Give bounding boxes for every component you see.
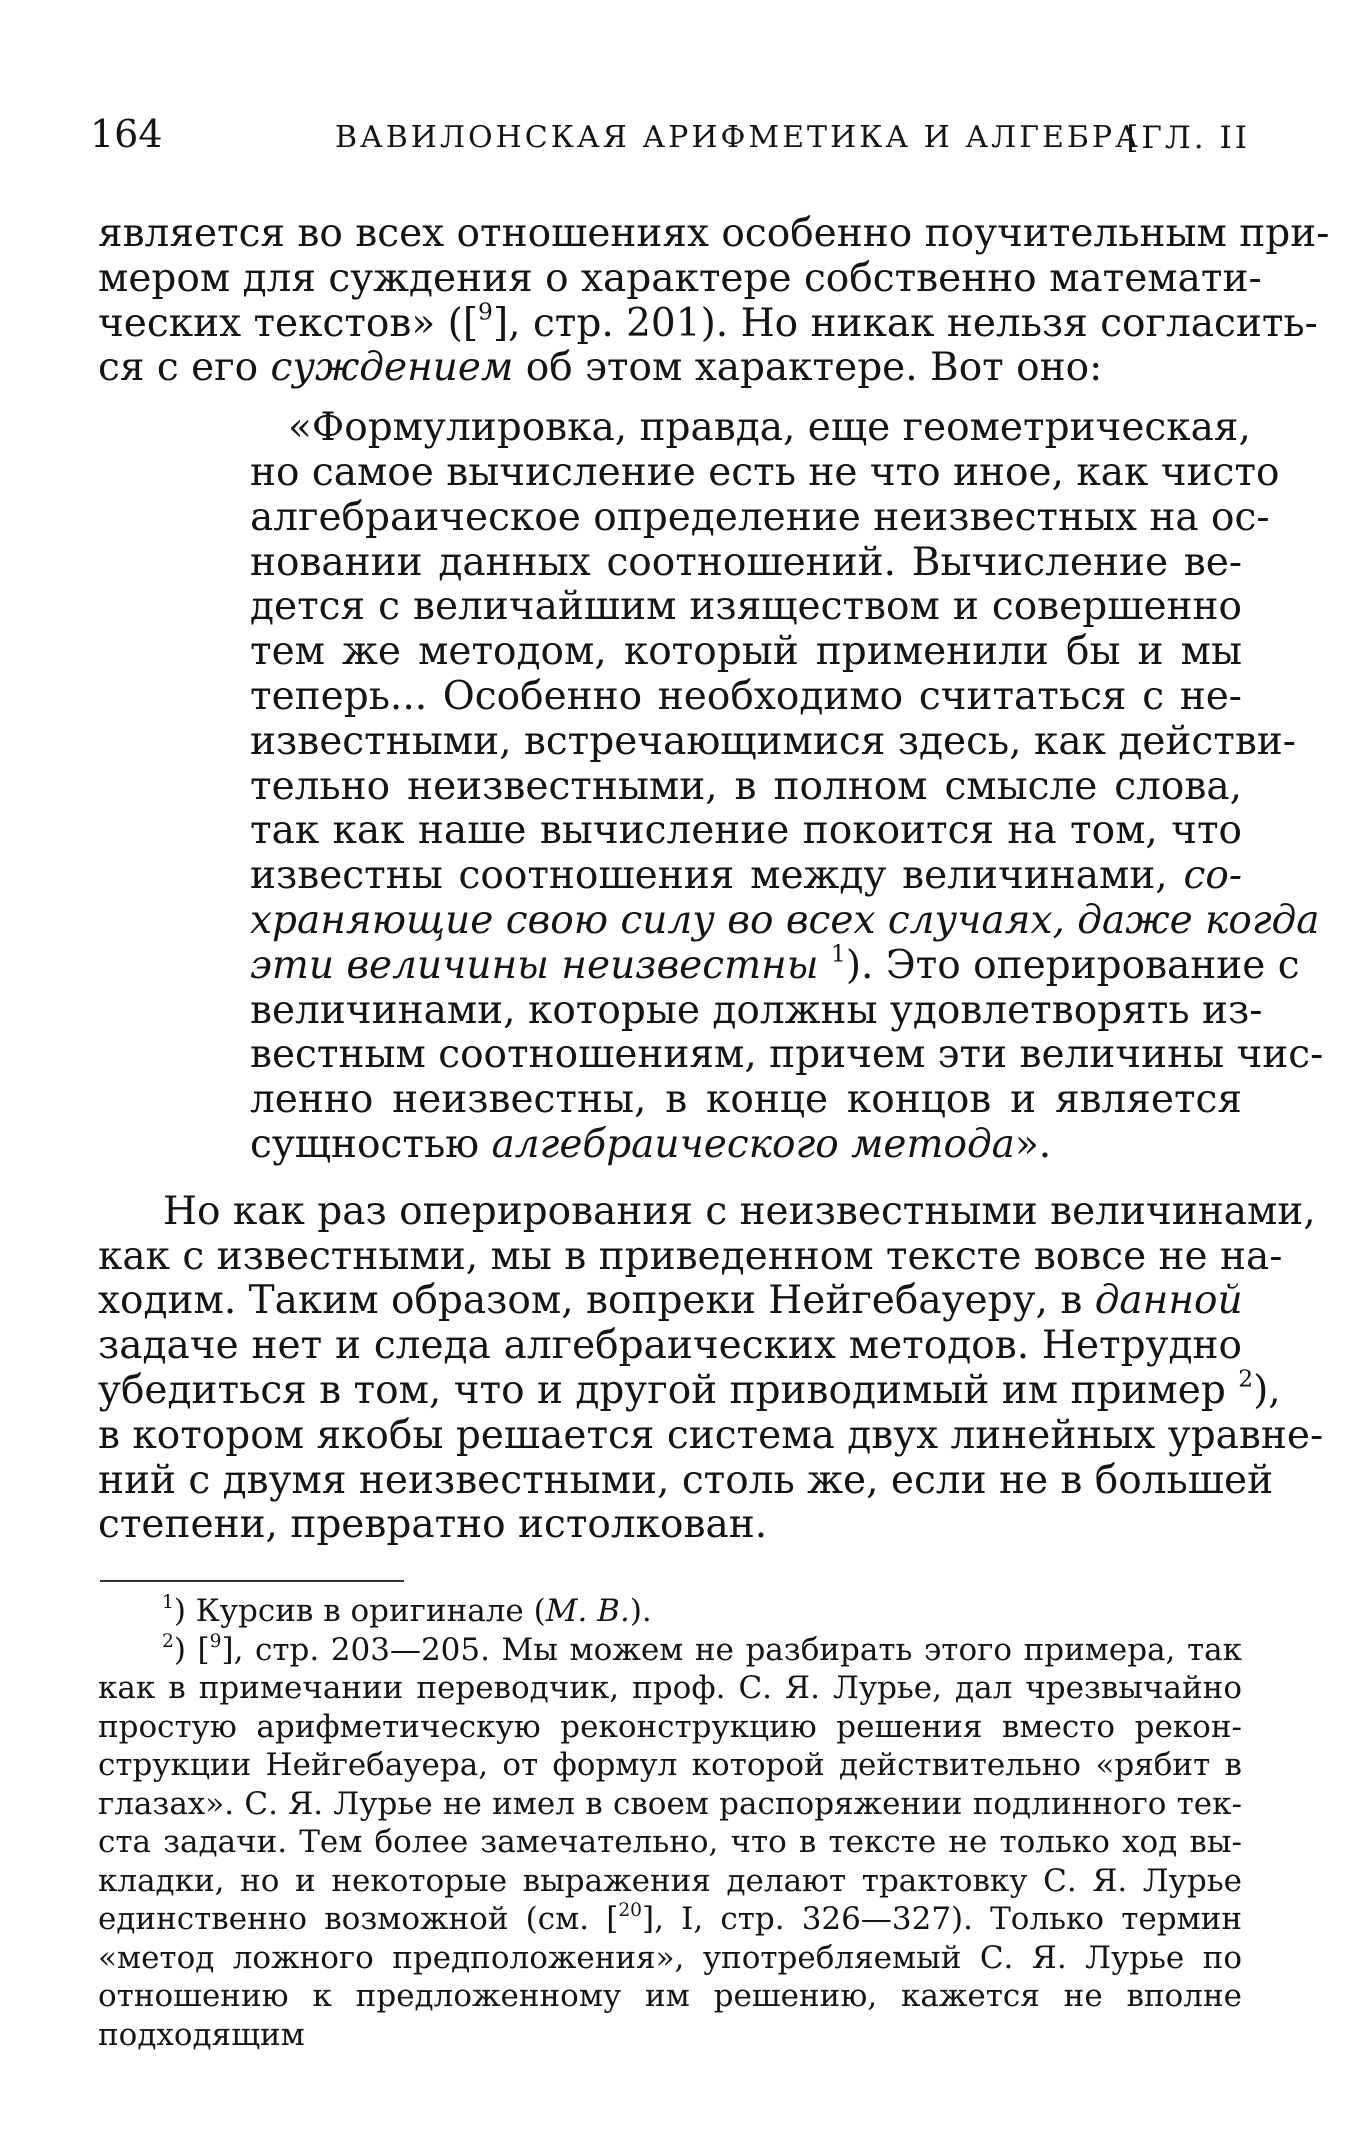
- text-line: ходим. Таким образом, вопреки Нейгебауеру, в данной: [98, 1278, 1243, 1324]
- block-quote: [250, 405, 1324, 1168]
- paragraph-2: [98, 1188, 1324, 1548]
- page-number: 164: [90, 112, 163, 156]
- text-line: является во всех отношениях особенно поучительным при-: [98, 211, 1330, 256]
- paragraph-1: [98, 211, 1330, 391]
- chapter-label: [ГЛ. II: [1126, 120, 1250, 156]
- footnote-2-line: струкции Нейгебауера, от формул которой действительно «рябит в: [98, 1747, 1242, 1783]
- italic-emphasis: храняющие свою силу во всех случаях, даже когда: [250, 897, 1320, 943]
- page-header: [90, 112, 1250, 172]
- footnote-2-line: глазах». С. Я. Лурье не имел в своем распоряжении подлинного тек-: [98, 1785, 1242, 1822]
- quote-line: эти величины неизвестны $^1$). Это оперирование с: [250, 939, 1300, 988]
- italic-emphasis: суждением: [270, 345, 514, 391]
- text-line: задаче нет и следа алгебраических методов. Нетрудно: [98, 1323, 1242, 1369]
- quote-line: дется с величайшим изяществом и совершенно: [250, 584, 1242, 630]
- quote-line: [250, 897, 1320, 944]
- quote-line: тем же методом, который применили бы и мы: [250, 629, 1242, 675]
- quote-line: алгебраическое определение неизвестных на ос-: [250, 494, 1270, 540]
- text-line: степени, превратно истолкован.: [98, 1502, 768, 1548]
- text-line: мером для суждения о характере собственно математи-: [98, 255, 1262, 301]
- quote-line: но самое вычисление есть не что иное, как чисто: [250, 449, 1280, 495]
- quote-line: ленно неизвестны, в конце концов и является: [250, 1077, 1242, 1123]
- quote-line: вестным соотношениям, причем эти величины чис-: [250, 1032, 1324, 1078]
- footnote-2-line: ста задачи. Тем более замечательно, что в тексте не только ход вы-: [98, 1824, 1242, 1860]
- quote-line: тельно неизвестными, в полном смысле слова,: [250, 763, 1242, 809]
- text-line: Но как раз оперирования с неизвестными величинами,: [163, 1188, 1316, 1234]
- italic-emphasis: со-: [1183, 853, 1242, 899]
- text-line: как с известными, мы в приведенном тексте вовсе не на-: [98, 1233, 1283, 1279]
- quote-line: величинами, которые должны удовлетворять из-: [250, 987, 1263, 1033]
- quote-line: теперь... Особенно необходимо считаться с не-: [250, 673, 1242, 719]
- quote-line: известными, встречающимися здесь, как действи-: [250, 718, 1296, 764]
- footnote-divider: [100, 1580, 404, 1582]
- quote-line: сущностью алгебраического метода».: [250, 1121, 1052, 1167]
- footnote-2-line: отношению к предложенному им решению, кажется не вполне: [98, 1978, 1242, 2014]
- footnotes: [98, 1592, 1242, 2054]
- reference-marker: 9: [478, 297, 493, 326]
- quote-line: известны соотношения между величинами, со-: [250, 853, 1242, 899]
- text-line: ний с двумя неизвестными, столь же, если не в большей: [98, 1457, 1274, 1503]
- footnote-1: $^1$) Курсив в оригинале (М. В.).: [162, 1591, 652, 1629]
- footnote-marker: 2: [1238, 1364, 1254, 1393]
- text-line: ся с его суждением об этом характере. Вот оно:: [98, 345, 1103, 391]
- running-title: ВАВИЛОНСКАЯ АРИФМЕТИКА И АЛГЕБРА: [335, 120, 1141, 155]
- footnote-2-line: $^2$) [$^9$], стр. 203—205. Мы можем не разбирать этого примера, так: [162, 1630, 1242, 1668]
- italic-emphasis: данной: [1094, 1278, 1243, 1324]
- text-line: убедиться в том, что и другой приводимый им пример $^2$),: [98, 1364, 1281, 1413]
- footnote-2-line: кладки, но и некоторые выражения делают трактовку С. Я. Лурье: [98, 1862, 1242, 1899]
- quote-line: так как наше вычисление покоится на том, что: [250, 808, 1242, 854]
- footnote-marker: 1: [830, 939, 846, 968]
- italic-emphasis: алгебраического метода: [491, 1121, 1015, 1167]
- text-line: в котором якобы решается система двух линейных уравне-: [98, 1412, 1324, 1458]
- quote-line: новании данных соотношений. Вычисление ве-: [250, 539, 1242, 585]
- italic-emphasis: эти величины неизвестны: [250, 942, 819, 988]
- main-text: [98, 211, 1330, 1548]
- text-line: ческих текстов» ([$^9$], стр. 201). Но никак нельзя согласить-: [98, 297, 1318, 346]
- footnote-2-line: подходящим: [98, 2016, 305, 2053]
- quote-line: «Формулировка, правда, еще геометрическая,: [288, 405, 1251, 451]
- footnote-2-line: единственно возможной (см. [$^{20}$], I, стр. 326—327). Только термин: [98, 1899, 1243, 1937]
- footnote-2-line: «метод ложного предположения», употребляемый С. Я. Лурье по: [98, 1939, 1242, 1976]
- footnote-2-line: простую арифметическую реконструкцию решения вместо рекон-: [98, 1708, 1242, 1745]
- footnote-2-line: как в примечании переводчик, проф. С. Я. Лурье, дал чрезвычайно: [98, 1670, 1242, 1706]
